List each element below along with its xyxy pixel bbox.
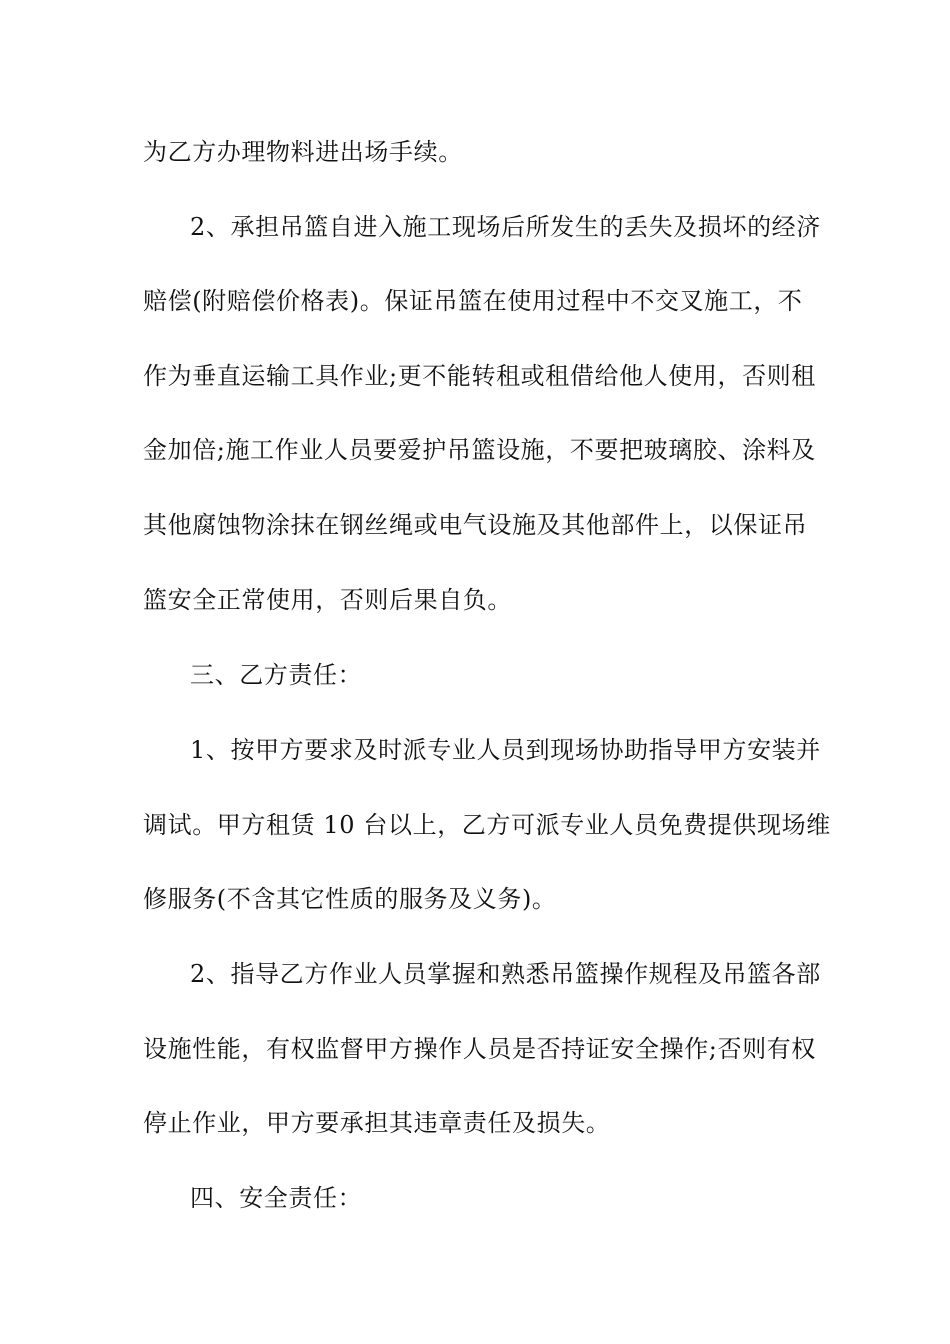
paragraph-line: 赔偿(附赔偿价格表)。保证吊篮在使用过程中不交叉施工，不 (143, 287, 803, 315)
paragraph-line: 2、指导乙方作业人员掌握和熟悉吊篮操作规程及吊篮各部 (190, 960, 821, 988)
section-heading: 四、安全责任： (190, 1184, 363, 1212)
paragraph-line: 作为垂直运输工具作业;更不能转租或租借给他人使用，否则租 (143, 362, 816, 390)
paragraph-line: 2、承担吊篮自进入施工现场后所发生的丢失及损坏的经济 (190, 213, 821, 241)
paragraph-line: 为乙方办理物料进出场手续。 (143, 138, 463, 166)
paragraph-line: 设施性能，有权监督甲方操作人员是否持证安全操作;否则有权 (143, 1035, 816, 1063)
paragraph-line: 1、按甲方要求及时派专业人员到现场协助指导甲方安装并 (190, 736, 821, 764)
paragraph-line: 修服务(不含其它性质的服务及义务)。 (143, 885, 557, 913)
section-heading: 三、乙方责任： (190, 661, 363, 689)
paragraph-line: 停止作业，甲方要承担其违章责任及损失。 (143, 1109, 611, 1137)
paragraph-line: 调试。甲方租赁 10 台以上，乙方可派专业人员免费提供现场维 (143, 811, 831, 839)
paragraph-line: 金加倍;施工作业人员要爱护吊篮设施，不要把玻璃胶、涂料及 (143, 436, 816, 464)
paragraph-line: 其他腐蚀物涂抹在钢丝绳或电气设施及其他部件上，以保证吊 (143, 511, 808, 539)
paragraph-line: 篮安全正常使用，否则后果自负。 (143, 586, 512, 614)
